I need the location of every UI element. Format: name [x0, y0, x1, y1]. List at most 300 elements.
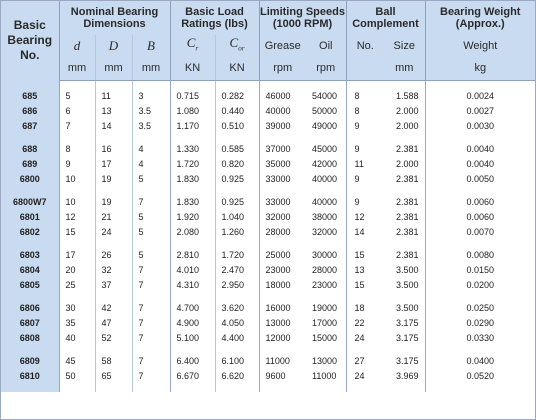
spacer-cell: [425, 187, 535, 195]
spacer-cell: [59, 187, 95, 195]
group-spacer: [1, 81, 535, 90]
spacer-cell: [425, 134, 535, 142]
cell-cr: 4.010: [170, 263, 215, 278]
cell-ball-count: 8: [346, 104, 384, 119]
cell-cr: 6.670: [170, 369, 215, 384]
header-nominal-line2: Dimensions: [83, 18, 146, 30]
cell-cor: 1.260: [215, 225, 259, 240]
cell-cor: 2.950: [215, 278, 259, 293]
cell-ball-count: 11: [346, 157, 384, 172]
spacer-cell: [1, 240, 59, 248]
cell-cr: 1.330: [170, 142, 215, 157]
unit-B-mm: mm: [132, 56, 170, 81]
cell-bore-d: 7: [59, 119, 95, 134]
cell-width-B: 7: [132, 354, 170, 369]
spacer-cell: [306, 346, 346, 354]
table-row: [1, 157, 535, 172]
spacer-cell: [1, 134, 59, 142]
cell-width-B: 3.5: [132, 104, 170, 119]
spacer-cell: [95, 134, 132, 142]
cell-ball-count: 18: [346, 301, 384, 316]
group-spacer: [1, 346, 535, 354]
cell-ball-size: 2.381: [384, 248, 425, 263]
cell-outer-D: 19: [95, 195, 132, 210]
cell-grease-rpm: 46000: [259, 89, 306, 104]
cell-weight: 0.0040: [425, 142, 535, 157]
unit-cr-kn: KN: [170, 56, 215, 81]
cell-bore-d: 50: [59, 369, 95, 384]
cell-cr: 1.830: [170, 195, 215, 210]
header-oil: Oil: [306, 35, 346, 56]
cell-ball-size: 2.000: [384, 157, 425, 172]
spacer-cell: [346, 346, 384, 354]
cell-width-B: 5: [132, 172, 170, 187]
spacer-cell: [1, 81, 59, 90]
bearing-spec-table: [1, 1, 535, 392]
cell-width-B: 4: [132, 142, 170, 157]
cell-cor: 1.720: [215, 248, 259, 263]
table-row: [1, 142, 535, 157]
cell-outer-D: 16: [95, 142, 132, 157]
cell-bearing-no: 689: [1, 157, 59, 172]
spacer-cell: [215, 240, 259, 248]
cell-width-B: 4: [132, 157, 170, 172]
cell-bore-d: 6: [59, 104, 95, 119]
cell-oil-rpm: 19000: [306, 301, 346, 316]
spacer-cell: [1, 293, 59, 301]
spacer-cell: [346, 134, 384, 142]
cell-ball-size: 2.000: [384, 119, 425, 134]
spacer-cell: [259, 187, 306, 195]
header-sym-cor-sub: or: [238, 44, 245, 53]
spacer-cell: [384, 384, 425, 392]
spacer-cell: [1, 187, 59, 195]
cell-grease-rpm: 23000: [259, 263, 306, 278]
cell-cor: 0.820: [215, 157, 259, 172]
spacer-cell: [425, 81, 535, 90]
cell-weight: 0.0250: [425, 301, 535, 316]
cell-weight: 0.0330: [425, 331, 535, 346]
spacer-cell: [1, 346, 59, 354]
cell-ball-size: 3.969: [384, 369, 425, 384]
cell-oil-rpm: 42000: [306, 157, 346, 172]
cell-bore-d: 12: [59, 210, 95, 225]
cell-outer-D: 11: [95, 89, 132, 104]
cell-ball-count: 14: [346, 225, 384, 240]
cell-weight: 0.0060: [425, 210, 535, 225]
cell-oil-rpm: 38000: [306, 210, 346, 225]
cell-outer-D: 24: [95, 225, 132, 240]
spacer-cell: [259, 240, 306, 248]
cell-cr: 5.100: [170, 331, 215, 346]
cell-oil-rpm: 49000: [306, 119, 346, 134]
spacer-cell: [59, 384, 95, 392]
spacer-cell: [170, 293, 215, 301]
table-row: [1, 172, 535, 187]
spacer-cell: [215, 81, 259, 90]
cell-bore-d: 9: [59, 157, 95, 172]
cell-ball-count: 15: [346, 278, 384, 293]
cell-oil-rpm: 23000: [306, 278, 346, 293]
cell-bore-d: 35: [59, 316, 95, 331]
table-row: [1, 119, 535, 134]
cell-grease-rpm: 32000: [259, 210, 306, 225]
spacer-cell: [95, 346, 132, 354]
header-nominal-dimensions: [59, 1, 170, 35]
cell-ball-count: 24: [346, 369, 384, 384]
cell-ball-count: 12: [346, 210, 384, 225]
spacer-cell: [306, 384, 346, 392]
cell-oil-rpm: 13000: [306, 354, 346, 369]
cell-bearing-no: 6803: [1, 248, 59, 263]
cell-ball-size: 3.500: [384, 263, 425, 278]
cell-weight: 0.0080: [425, 248, 535, 263]
spacer-cell: [215, 134, 259, 142]
spacer-cell: [95, 384, 132, 392]
cell-cr: 0.715: [170, 89, 215, 104]
cell-width-B: 5: [132, 248, 170, 263]
spacer-cell: [259, 346, 306, 354]
cell-oil-rpm: 45000: [306, 142, 346, 157]
cell-cor: 4.050: [215, 316, 259, 331]
cell-cor: 3.620: [215, 301, 259, 316]
spacer-cell: [215, 384, 259, 392]
header-sym-D: D: [95, 35, 132, 56]
cell-ball-count: 9: [346, 142, 384, 157]
cell-grease-rpm: 18000: [259, 278, 306, 293]
cell-bore-d: 10: [59, 195, 95, 210]
cell-cor: 0.440: [215, 104, 259, 119]
cell-ball-size: 3.500: [384, 301, 425, 316]
header-basic-bearing-line3: No.: [20, 48, 40, 63]
spacer-cell: [384, 187, 425, 195]
cell-oil-rpm: 17000: [306, 316, 346, 331]
cell-cr: 1.830: [170, 172, 215, 187]
cell-cr: 2.080: [170, 225, 215, 240]
spacer-cell: [384, 240, 425, 248]
cell-bearing-no: 6805: [1, 278, 59, 293]
spacer-cell: [170, 240, 215, 248]
cell-outer-D: 37: [95, 278, 132, 293]
unit-size-mm: mm: [384, 56, 425, 81]
cell-outer-D: 26: [95, 248, 132, 263]
cell-width-B: 5: [132, 210, 170, 225]
cell-cor: 0.282: [215, 89, 259, 104]
spacer-cell: [259, 384, 306, 392]
header-limiting-speeds: [259, 1, 346, 35]
header-load-line1: Basic Load: [185, 6, 244, 18]
spacer-cell: [259, 81, 306, 90]
cell-oil-rpm: 32000: [306, 225, 346, 240]
spacer-cell: [59, 293, 95, 301]
cell-weight: 0.0027: [425, 104, 535, 119]
cell-bearing-no: 6810: [1, 369, 59, 384]
table-row: [1, 89, 535, 104]
cell-grease-rpm: 37000: [259, 142, 306, 157]
spacer-cell: [59, 81, 95, 90]
spacer-cell: [215, 187, 259, 195]
cell-grease-rpm: 9600: [259, 369, 306, 384]
cell-weight: 0.0050: [425, 172, 535, 187]
header-grease: Grease: [259, 35, 306, 56]
spacer-cell: [215, 293, 259, 301]
cell-grease-rpm: 33000: [259, 172, 306, 187]
unit-D-mm: mm: [95, 56, 132, 81]
cell-grease-rpm: 12000: [259, 331, 306, 346]
unit-oil-rpm: rpm: [306, 56, 346, 81]
cell-outer-D: 21: [95, 210, 132, 225]
cell-weight: 0.0150: [425, 263, 535, 278]
spacer-cell: [170, 134, 215, 142]
cell-cr: 4.700: [170, 301, 215, 316]
cell-ball-count: 27: [346, 354, 384, 369]
header-load-line2: Ratings (lbs): [181, 18, 248, 30]
cell-bore-d: 5: [59, 89, 95, 104]
cell-ball-count: 9: [346, 172, 384, 187]
spacer-cell: [95, 81, 132, 90]
cell-grease-rpm: 11000: [259, 354, 306, 369]
cell-cr: 4.310: [170, 278, 215, 293]
table-row: [1, 210, 535, 225]
cell-ball-size: 3.500: [384, 278, 425, 293]
spacer-cell: [306, 187, 346, 195]
cell-bearing-no: 688: [1, 142, 59, 157]
table-row: [1, 263, 535, 278]
cell-grease-rpm: 33000: [259, 195, 306, 210]
header-ball-size: Size: [384, 35, 425, 56]
spacer-cell: [132, 346, 170, 354]
cell-cr: 2.810: [170, 248, 215, 263]
cell-cr: 1.080: [170, 104, 215, 119]
spacer-cell: [346, 384, 384, 392]
cell-cr: 4.900: [170, 316, 215, 331]
header-ball-complement: [346, 1, 425, 35]
group-spacer: [1, 187, 535, 195]
unit-cor-kn: KN: [215, 56, 259, 81]
cell-weight: 0.0030: [425, 119, 535, 134]
header-basic-bearing-no: [1, 1, 59, 81]
spacer-cell: [306, 81, 346, 90]
spacer-cell: [170, 346, 215, 354]
cell-ball-count: 8: [346, 89, 384, 104]
cell-outer-D: 32: [95, 263, 132, 278]
spacer-cell: [132, 240, 170, 248]
cell-cor: 2.470: [215, 263, 259, 278]
cell-bore-d: 20: [59, 263, 95, 278]
spacer-cell: [95, 293, 132, 301]
cell-bearing-no: 6801: [1, 210, 59, 225]
cell-ball-size: 2.381: [384, 142, 425, 157]
cell-outer-D: 14: [95, 119, 132, 134]
cell-oil-rpm: 11000: [306, 369, 346, 384]
header-ball-no: No.: [346, 35, 384, 56]
spacer-cell: [95, 240, 132, 248]
header-sym-cor-main: C: [229, 34, 239, 50]
table-row: [1, 369, 535, 384]
cell-weight: 0.0290: [425, 316, 535, 331]
cell-bore-d: 25: [59, 278, 95, 293]
header-sym-B: B: [132, 35, 170, 56]
group-spacer: [1, 240, 535, 248]
cell-cor: 0.925: [215, 195, 259, 210]
spacer-cell: [215, 346, 259, 354]
cell-oil-rpm: 30000: [306, 248, 346, 263]
cell-width-B: 7: [132, 278, 170, 293]
cell-bearing-no: 6800W7: [1, 195, 59, 210]
cell-bearing-no: 685: [1, 89, 59, 104]
header-sym-cr: [170, 35, 215, 56]
cell-weight: 0.0040: [425, 157, 535, 172]
cell-bore-d: 40: [59, 331, 95, 346]
spacer-cell: [59, 346, 95, 354]
cell-cor: 1.040: [215, 210, 259, 225]
cell-outer-D: 19: [95, 172, 132, 187]
unit-grease-rpm: rpm: [259, 56, 306, 81]
table-row: [1, 278, 535, 293]
cell-bore-d: 45: [59, 354, 95, 369]
spacer-cell: [170, 81, 215, 90]
spacer-cell: [59, 134, 95, 142]
cell-outer-D: 58: [95, 354, 132, 369]
table-row: [1, 316, 535, 331]
cell-width-B: 7: [132, 301, 170, 316]
spacer-cell: [306, 293, 346, 301]
cell-cr: 1.920: [170, 210, 215, 225]
cell-cor: 4.400: [215, 331, 259, 346]
group-spacer: [1, 134, 535, 142]
cell-ball-count: 9: [346, 195, 384, 210]
table-row: [1, 331, 535, 346]
spacer-cell: [425, 240, 535, 248]
cell-outer-D: 52: [95, 331, 132, 346]
cell-outer-D: 42: [95, 301, 132, 316]
spacer-cell: [132, 384, 170, 392]
cell-grease-rpm: 13000: [259, 316, 306, 331]
cell-oil-rpm: 54000: [306, 89, 346, 104]
spacer-cell: [306, 240, 346, 248]
cell-ball-size: 1.588: [384, 89, 425, 104]
cell-bearing-no: 6807: [1, 316, 59, 331]
cell-ball-size: 2.000: [384, 104, 425, 119]
spacer-cell: [425, 384, 535, 392]
spacer-cell: [259, 134, 306, 142]
cell-bore-d: 30: [59, 301, 95, 316]
spacer-cell: [384, 134, 425, 142]
cell-width-B: 7: [132, 369, 170, 384]
spacer-cell: [132, 187, 170, 195]
cell-bore-d: 15: [59, 225, 95, 240]
cell-ball-count: 13: [346, 263, 384, 278]
cell-weight: 0.0024: [425, 89, 535, 104]
cell-grease-rpm: 16000: [259, 301, 306, 316]
spacer-cell: [1, 384, 59, 392]
spacer-cell: [346, 187, 384, 195]
cell-bearing-no: 6806: [1, 301, 59, 316]
group-spacer: [1, 384, 535, 392]
header-basic-load-ratings: [170, 1, 259, 35]
header-nominal-line1: Nominal Bearing: [70, 6, 159, 18]
cell-bearing-no: 6809: [1, 354, 59, 369]
spacer-cell: [425, 346, 535, 354]
cell-oil-rpm: 50000: [306, 104, 346, 119]
header-speed-line1: Limiting Speeds: [260, 6, 345, 18]
header-basic-bearing-line2: Bearing: [7, 33, 53, 48]
cell-oil-rpm: 28000: [306, 263, 346, 278]
spacer-cell: [384, 81, 425, 90]
cell-cr: 1.170: [170, 119, 215, 134]
cell-ball-count: 22: [346, 316, 384, 331]
cell-outer-D: 17: [95, 157, 132, 172]
cell-ball-count: 9: [346, 119, 384, 134]
table-row: [1, 225, 535, 240]
spacer-cell: [346, 81, 384, 90]
cell-cor: 6.620: [215, 369, 259, 384]
header-sym-cor: [215, 35, 259, 56]
cell-bearing-no: 686: [1, 104, 59, 119]
cell-ball-size: 2.381: [384, 195, 425, 210]
header-sym-d: d: [59, 35, 95, 56]
cell-cr: 1.720: [170, 157, 215, 172]
table-body: [1, 81, 535, 393]
cell-outer-D: 47: [95, 316, 132, 331]
table-row: [1, 248, 535, 263]
spacer-cell: [384, 293, 425, 301]
unit-ball-no: [346, 56, 384, 81]
cell-ball-size: 3.175: [384, 331, 425, 346]
header-bearing-weight: [425, 1, 535, 35]
spacer-cell: [346, 293, 384, 301]
cell-bearing-no: 6808: [1, 331, 59, 346]
header-weight-line2: (Approx.): [455, 18, 505, 30]
cell-width-B: 5: [132, 225, 170, 240]
cell-grease-rpm: 28000: [259, 225, 306, 240]
unit-weight-kg: kg: [425, 56, 535, 81]
spacer-cell: [132, 81, 170, 90]
cell-grease-rpm: 25000: [259, 248, 306, 263]
cell-width-B: 7: [132, 263, 170, 278]
header-weight-line1: Bearing Weight: [440, 6, 521, 18]
cell-bearing-no: 6804: [1, 263, 59, 278]
cell-ball-count: 24: [346, 331, 384, 346]
cell-bore-d: 10: [59, 172, 95, 187]
spacer-cell: [59, 240, 95, 248]
cell-width-B: 3.5: [132, 119, 170, 134]
cell-ball-count: 15: [346, 248, 384, 263]
cell-outer-D: 13: [95, 104, 132, 119]
cell-oil-rpm: 15000: [306, 331, 346, 346]
header-sym-cr-main: C: [186, 34, 196, 50]
header-basic-bearing-line1: Basic: [13, 18, 46, 33]
spacer-cell: [95, 187, 132, 195]
spacer-cell: [306, 134, 346, 142]
spacer-cell: [346, 240, 384, 248]
cell-width-B: 7: [132, 195, 170, 210]
cell-weight: 0.0520: [425, 369, 535, 384]
cell-ball-size: 2.381: [384, 172, 425, 187]
spacer-cell: [132, 134, 170, 142]
cell-outer-D: 65: [95, 369, 132, 384]
cell-oil-rpm: 40000: [306, 195, 346, 210]
header-speed-line2: (1000 RPM): [272, 18, 333, 30]
cell-weight: 0.0070: [425, 225, 535, 240]
cell-weight: 0.0060: [425, 195, 535, 210]
cell-ball-size: 2.381: [384, 210, 425, 225]
cell-ball-size: 3.175: [384, 316, 425, 331]
table-header: [1, 1, 535, 81]
cell-cr: 6.400: [170, 354, 215, 369]
header-sym-cr-sub: r: [195, 44, 199, 53]
cell-cor: 0.585: [215, 142, 259, 157]
